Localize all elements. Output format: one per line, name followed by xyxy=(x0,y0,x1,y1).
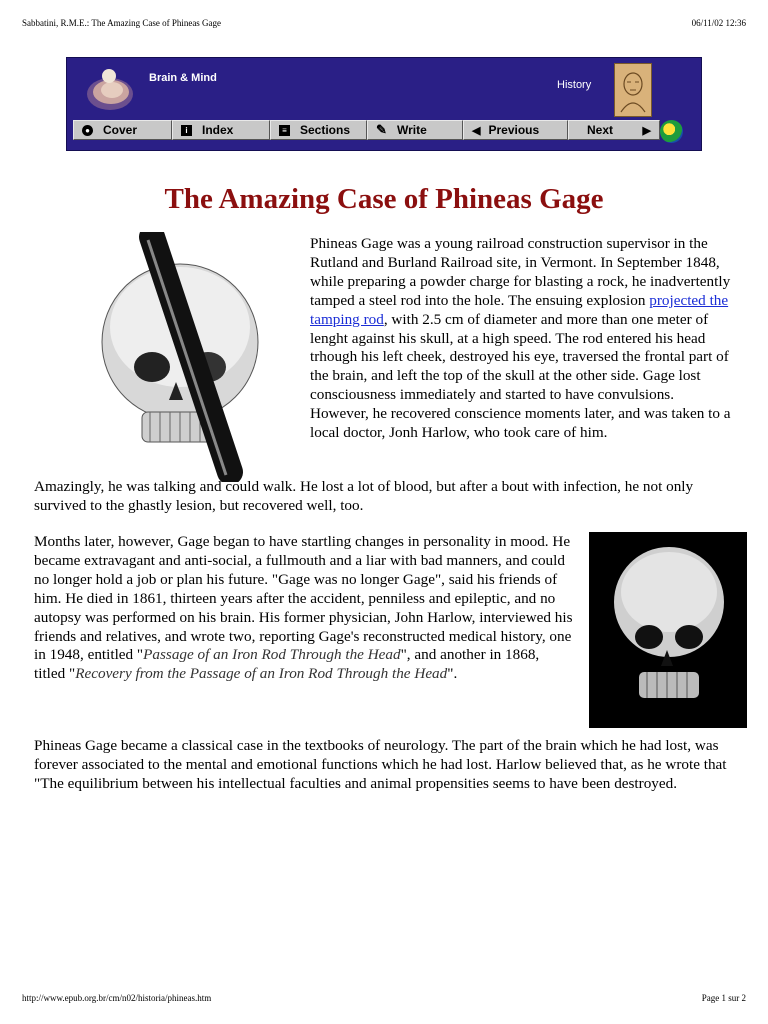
nav-label: Sections xyxy=(300,123,351,137)
skull-photo xyxy=(589,532,747,728)
book-title: Passage of an Iron Rod Through the Head xyxy=(143,646,401,664)
nav-label: Next xyxy=(587,123,614,137)
paragraph-accident xyxy=(310,235,735,443)
nav-next-button[interactable] xyxy=(568,120,660,140)
nav-label: Cover xyxy=(103,123,138,137)
nav-toolbar xyxy=(73,120,660,142)
cover-icon: ● xyxy=(82,125,93,136)
nav-index-button[interactable] xyxy=(172,120,270,140)
paragraph-text: Phineas Gage was a young railroad construction supervisor in the Rutland and Burland Railroad site, in Vermont. In September 1848, while preparing a powder charge for blasting a rock, he inadvertently tamped a steel rod into the hole. The ensuing explosion xyxy=(310,235,731,309)
paragraph-text: , with 2.5 cm of diameter and more than one meter of lenght against his skull, at a high speed. The rod entered his head trhough his left cheek, destroyed his eye, traversed the frontal part of the brain, and left the top of the skull at the other side. Gage lost consciousness immediately and started to have convulsions. However, he recovered conscience moments later, and was taken to a local doctor, Jonh Harlow, who took care of him. xyxy=(310,310,731,442)
nav-label: Write xyxy=(397,123,427,137)
print-footer-url: http://www.epub.org.br/cm/n02/historia/phineas.htm xyxy=(22,993,212,1003)
print-header-title: Sabbatini, R.M.E.: The Amazing Case of Phineas Gage xyxy=(22,18,222,28)
brand-name[interactable]: Brain & Mind xyxy=(149,72,217,84)
print-footer-page: Page 1 sur 2 xyxy=(701,993,746,1003)
book-title: Recovery from the Passage of an Iron Rod Through the Head xyxy=(75,665,448,683)
nav-label: Index xyxy=(202,123,234,137)
nav-cover-button[interactable] xyxy=(73,120,172,140)
paragraph-text: ". xyxy=(447,665,458,683)
print-header-datetime: 06/11/02 12:36 xyxy=(691,18,746,28)
nav-sections-button[interactable] xyxy=(270,120,367,140)
site-banner xyxy=(66,57,702,151)
nav-previous-button[interactable] xyxy=(463,120,568,140)
page-title: The Amazing Case of Phineas Gage xyxy=(164,183,604,215)
paragraph-personality xyxy=(34,533,574,684)
info-icon: i xyxy=(181,125,192,136)
arrow-right-icon: ▶ xyxy=(642,124,651,137)
arrow-left-icon: ◀ xyxy=(472,124,481,137)
list-icon: ≡ xyxy=(279,125,290,136)
section-label: History xyxy=(557,79,592,91)
nav-label: Previous xyxy=(488,123,540,137)
skull-with-rod-illustration xyxy=(80,232,295,482)
portrait-sketch-icon xyxy=(614,63,652,117)
paragraph-text: Months later, however, Gage began to have startling changes in personality in mood. He became extravagant and anti-social, a fullmouth and a liar with bad manners, and could no longer hold a job or plan his future. "Gage was no longer Gage", said his friends of him. He died in 1861, thirteen years after the accident, penniless and epileptic, and no autopsy was performed on his brain. His former physician, John Harlow, interviewed his friends and relatives, and wrote two, reporting Gage's reconstructed medical history, one in 1948, entitled " xyxy=(34,533,573,664)
paragraph-neurology: Phineas Gage became a classical case in the textbooks of neurology. The part of the brain which he had lost, was forever associated to the mental and emotional functions which he had lost. Harlow believed that, as he wrote that "The equilibrium between his intellectual faculties and animal propensities seems to have been destroyed. xyxy=(34,737,727,792)
projected-rod-link[interactable]: projected the tamping rod xyxy=(310,291,729,328)
pen-icon: ✎ xyxy=(376,122,387,137)
globe-language-icon[interactable] xyxy=(660,120,683,143)
paragraph-accident-continued: Amazingly, he was talking and could walk. He lost a lot of blood, but after a bout with infection, he not only survived to the ghastly lesion, but recovered well, too. xyxy=(34,478,694,514)
paragraph-text: ", and another in 1868, titled " xyxy=(34,646,540,683)
nav-write-button[interactable] xyxy=(367,120,463,140)
brain-logo-icon[interactable] xyxy=(85,64,135,114)
